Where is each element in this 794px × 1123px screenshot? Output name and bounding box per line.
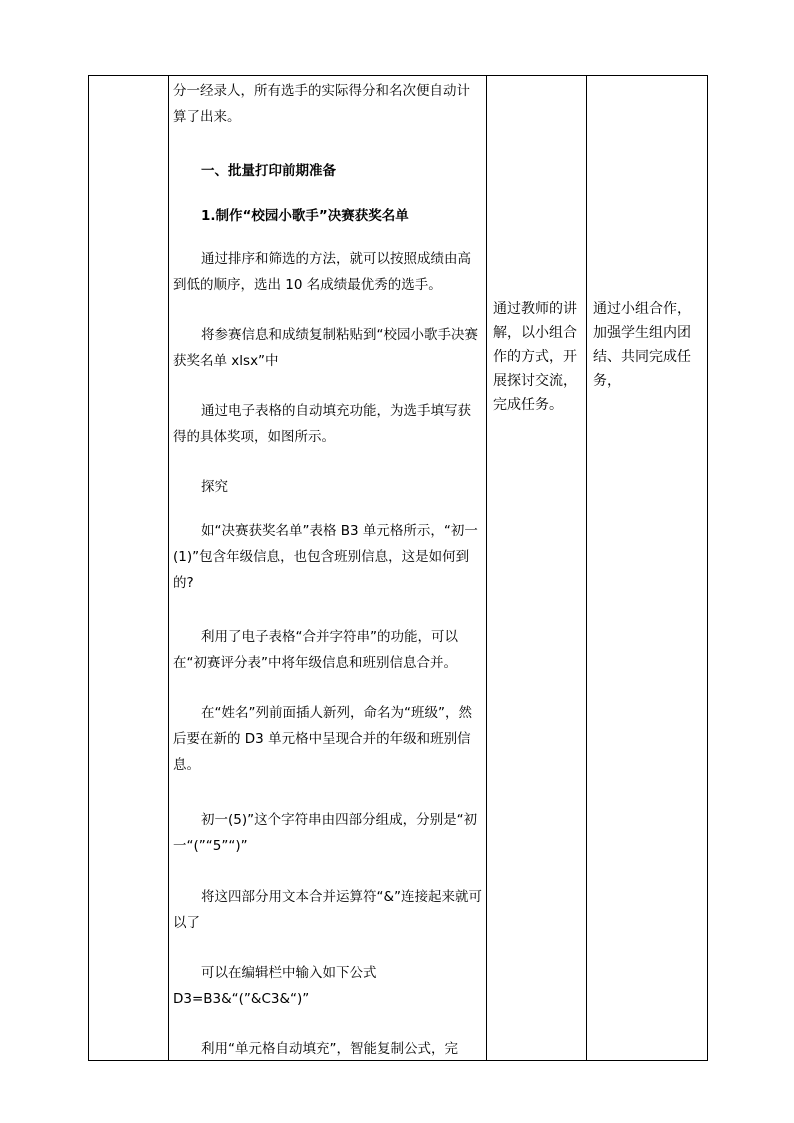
empty-label-cell: [89, 76, 169, 1061]
paragraph: 分一经录人，所有选手的实际得分和名次便自动计算了出来。: [173, 83, 470, 125]
teacher-activity-cell: [487, 76, 587, 1061]
paragraph: 利用“单元格自动填充”，智能复制公式，完: [201, 1041, 458, 1057]
paragraph: 初一(5)”这个字符串由四部分组成，分别是“初一“(”“5”“)”: [173, 812, 478, 854]
teacher-activity-text: 通过教师的讲解，以小组合作的方式，开展探讨交流，完成任务。: [493, 301, 577, 413]
paragraph: 探究: [201, 479, 228, 495]
lesson-plan-table: [88, 75, 708, 1061]
paragraph: 将参赛信息和成绩复制粘贴到“校园小歌手决赛获奖名单 xlsx”中: [173, 327, 478, 369]
paragraph: 通过排序和筛选的方法，就可以按照成绩由高到低的顺序，选出 10 名成绩最优秀的选手。: [173, 251, 471, 293]
table-row: [89, 76, 708, 1061]
paragraph: 可以在编辑栏中输入如下公式 D3=B3&“(”&C3&“)”: [173, 965, 377, 1007]
paragraph: 在“姓名”列前面插人新列，命名为“班级”，然后要在新的 D3 单元格中呈现合并的年级和班别信息。: [173, 705, 472, 773]
paragraph: 利用了电子表格“合并字符串”的功能，可以在“初赛评分表”中将年级信息和班别信息合并。: [173, 629, 458, 671]
design-intent-cell: [587, 76, 708, 1061]
paragraph: 如“决赛获奖名单”表格 B3 单元格所示，“初一(1)”包含年级信息，也包含班别信息，这是如何到的?: [173, 523, 478, 591]
content-cell-body: [169, 76, 486, 1060]
paragraph: 通过电子表格的自动填充功能，为选手填写获得的具体奖项，如图所示。: [173, 403, 471, 445]
section-heading: 1.制作“校园小歌手”决赛获奖名单: [201, 208, 409, 224]
design-intent-text: 通过小组合作，加强学生组内团结、共同完成任务，: [593, 301, 691, 389]
content-cell: [169, 76, 487, 1061]
paragraph: 将这四部分用文本合并运算符“&”连接起来就可以了: [173, 889, 483, 931]
section-heading: 一、批量打印前期准备: [201, 163, 336, 179]
